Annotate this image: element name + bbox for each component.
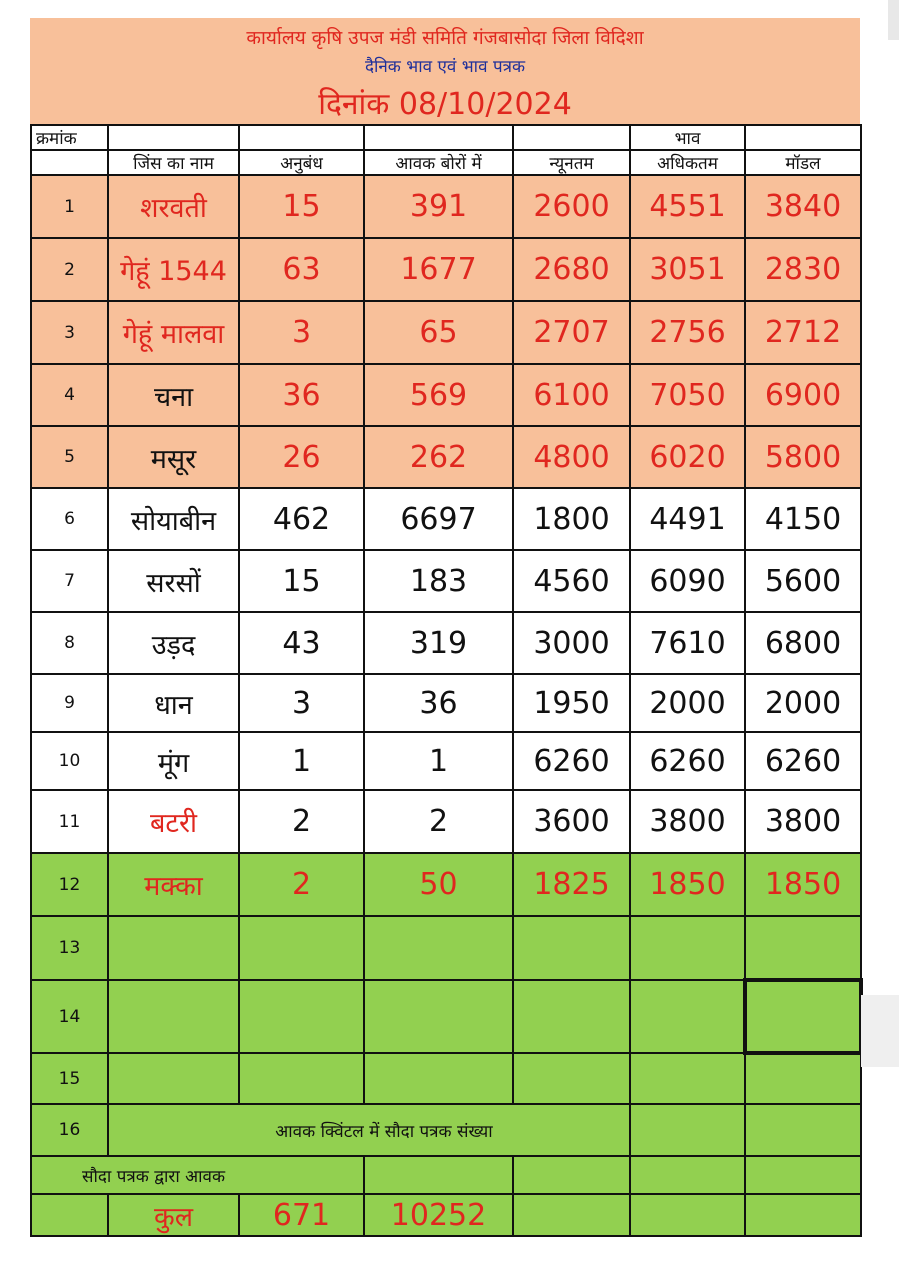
table-row bbox=[31, 488, 861, 550]
blank-cell bbox=[108, 125, 239, 150]
arrival-value: 50 bbox=[364, 853, 513, 916]
table-row bbox=[31, 732, 861, 790]
min-price: 1800 bbox=[513, 488, 630, 550]
empty-cell bbox=[630, 1104, 745, 1156]
max-price: 2756 bbox=[630, 301, 745, 364]
max-price: 6090 bbox=[630, 550, 745, 612]
rate-sheet bbox=[30, 18, 860, 1250]
arrival-value: 65 bbox=[364, 301, 513, 364]
commodity-name: गेहूं मालवा bbox=[108, 301, 239, 364]
row-serial: 12 bbox=[31, 853, 108, 916]
empty-cell bbox=[513, 1156, 630, 1194]
col-commodity: जिंस का नाम bbox=[108, 150, 239, 175]
contract-value: 1 bbox=[239, 732, 364, 790]
empty-row bbox=[31, 1053, 861, 1104]
row-serial: 16 bbox=[31, 1104, 108, 1156]
row-serial: 10 bbox=[31, 732, 108, 790]
rate-table bbox=[30, 124, 863, 1237]
commodity-name: गेहूं 1544 bbox=[108, 238, 239, 301]
empty-cell bbox=[108, 916, 239, 980]
table-row bbox=[31, 301, 861, 364]
table-row bbox=[31, 238, 861, 301]
empty-cell bbox=[745, 1156, 861, 1194]
col-price-group: भाव bbox=[630, 125, 745, 150]
empty-cell bbox=[630, 1053, 745, 1104]
col-max: अधिकतम bbox=[630, 150, 745, 175]
empty-row bbox=[31, 916, 861, 980]
empty-cell bbox=[513, 916, 630, 980]
empty-cell bbox=[239, 1053, 364, 1104]
empty-cell bbox=[513, 980, 630, 1053]
max-price: 2000 bbox=[630, 674, 745, 732]
contract-value: 3 bbox=[239, 301, 364, 364]
deal-arrival-row bbox=[31, 1156, 861, 1194]
contract-value: 3 bbox=[239, 674, 364, 732]
contract-value: 63 bbox=[239, 238, 364, 301]
contract-value: 2 bbox=[239, 790, 364, 853]
table-row bbox=[31, 674, 861, 732]
col-serial: क्रमांक bbox=[31, 125, 108, 150]
arrival-value: 1 bbox=[364, 732, 513, 790]
empty-cell bbox=[513, 1194, 630, 1236]
modal-price: 3800 bbox=[745, 790, 861, 853]
total-row bbox=[31, 1194, 861, 1236]
commodity-name: चना bbox=[108, 364, 239, 426]
header-row-1 bbox=[31, 125, 861, 150]
scroll-edge bbox=[888, 0, 899, 40]
table-row bbox=[31, 790, 861, 853]
modal-price: 2830 bbox=[745, 238, 861, 301]
row-serial: 14 bbox=[31, 980, 108, 1053]
table-row bbox=[31, 175, 861, 238]
total-label: कुल bbox=[108, 1194, 239, 1236]
empty-cell bbox=[630, 980, 745, 1053]
header-row-2 bbox=[31, 150, 861, 175]
min-price: 6100 bbox=[513, 364, 630, 426]
max-price: 7610 bbox=[630, 612, 745, 674]
empty-cell bbox=[108, 1053, 239, 1104]
blank-cell bbox=[745, 125, 861, 150]
commodity-name: धान bbox=[108, 674, 239, 732]
empty-cell bbox=[513, 1053, 630, 1104]
col-arrival: आवक बोरों में bbox=[364, 150, 513, 175]
commodity-name: मूंग bbox=[108, 732, 239, 790]
modal-price: 2000 bbox=[745, 674, 861, 732]
row-serial: 15 bbox=[31, 1053, 108, 1104]
empty-cell bbox=[630, 1194, 745, 1236]
contract-value: 462 bbox=[239, 488, 364, 550]
contract-value: 2 bbox=[239, 853, 364, 916]
blank-cell bbox=[513, 125, 630, 150]
col-modal: मॉडल bbox=[745, 150, 861, 175]
row-serial: 7 bbox=[31, 550, 108, 612]
col-contract: अनुबंध bbox=[239, 150, 364, 175]
modal-price: 1850 bbox=[745, 853, 861, 916]
min-price: 6260 bbox=[513, 732, 630, 790]
max-price: 4491 bbox=[630, 488, 745, 550]
sheet-date: दिनांक 08/10/2024 bbox=[318, 87, 572, 122]
office-title: कार्यालय कृषि उपज मंडी समिति गंजबासोदा जिला विदिशा bbox=[246, 27, 644, 49]
table-row bbox=[31, 550, 861, 612]
empty-cell bbox=[364, 916, 513, 980]
max-price: 3051 bbox=[630, 238, 745, 301]
commodity-name: सरसों bbox=[108, 550, 239, 612]
arrival-value: 569 bbox=[364, 364, 513, 426]
contract-value: 15 bbox=[239, 175, 364, 238]
blank-cell bbox=[364, 125, 513, 150]
modal-price: 6800 bbox=[745, 612, 861, 674]
sheet-subtitle: दैनिक भाव एवं भाव पत्रक bbox=[364, 57, 526, 77]
max-price: 6260 bbox=[630, 732, 745, 790]
empty-cell bbox=[108, 980, 239, 1053]
row-serial: 6 bbox=[31, 488, 108, 550]
commodity-name: मक्का bbox=[108, 853, 239, 916]
arrival-value: 6697 bbox=[364, 488, 513, 550]
max-price: 7050 bbox=[630, 364, 745, 426]
commodity-name: शरवती bbox=[108, 175, 239, 238]
empty-cell bbox=[630, 1156, 745, 1194]
total-contract: 671 bbox=[239, 1194, 364, 1236]
arrival-value: 36 bbox=[364, 674, 513, 732]
table-row bbox=[31, 853, 861, 916]
deal-arrival-label: सौदा पत्रक द्वारा आवक bbox=[31, 1156, 364, 1194]
col-min: न्यूनतम bbox=[513, 150, 630, 175]
contract-value: 15 bbox=[239, 550, 364, 612]
row-serial: 13 bbox=[31, 916, 108, 980]
modal-price: 3840 bbox=[745, 175, 861, 238]
min-price: 2680 bbox=[513, 238, 630, 301]
row-serial: 1 bbox=[31, 175, 108, 238]
modal-price: 5800 bbox=[745, 426, 861, 488]
empty-cell bbox=[745, 1053, 861, 1104]
empty-cell bbox=[31, 1194, 108, 1236]
min-price: 1825 bbox=[513, 853, 630, 916]
background-panel bbox=[861, 995, 899, 1067]
row-serial: 4 bbox=[31, 364, 108, 426]
blank-cell bbox=[239, 125, 364, 150]
max-price: 4551 bbox=[630, 175, 745, 238]
empty-cell bbox=[364, 980, 513, 1053]
row-serial: 5 bbox=[31, 426, 108, 488]
empty-cell bbox=[745, 1194, 861, 1236]
arrival-value: 2 bbox=[364, 790, 513, 853]
modal-price: 5600 bbox=[745, 550, 861, 612]
modal-price: 6260 bbox=[745, 732, 861, 790]
empty-cell bbox=[745, 1104, 861, 1156]
commodity-name: उड़द bbox=[108, 612, 239, 674]
row-serial: 3 bbox=[31, 301, 108, 364]
row-serial: 2 bbox=[31, 238, 108, 301]
arrival-value: 183 bbox=[364, 550, 513, 612]
row-serial: 8 bbox=[31, 612, 108, 674]
contract-value: 26 bbox=[239, 426, 364, 488]
sheet-header bbox=[30, 18, 860, 124]
empty-cell bbox=[364, 1053, 513, 1104]
empty-cell bbox=[239, 980, 364, 1053]
empty-cell bbox=[239, 916, 364, 980]
table-row bbox=[31, 426, 861, 488]
max-price: 1850 bbox=[630, 853, 745, 916]
arrival-value: 262 bbox=[364, 426, 513, 488]
arrival-value: 1677 bbox=[364, 238, 513, 301]
max-price: 3800 bbox=[630, 790, 745, 853]
empty-cell bbox=[630, 916, 745, 980]
min-price: 3000 bbox=[513, 612, 630, 674]
selected-cell[interactable] bbox=[745, 980, 861, 1053]
contract-value: 43 bbox=[239, 612, 364, 674]
commodity-name: बटरी bbox=[108, 790, 239, 853]
arrival-note: आवक क्विंटल में सौदा पत्रक संख्या bbox=[108, 1104, 630, 1156]
min-price: 2600 bbox=[513, 175, 630, 238]
blank-cell bbox=[31, 150, 108, 175]
empty-cell bbox=[364, 1156, 513, 1194]
min-price: 4560 bbox=[513, 550, 630, 612]
contract-value: 36 bbox=[239, 364, 364, 426]
empty-row bbox=[31, 980, 861, 1053]
modal-price: 4150 bbox=[745, 488, 861, 550]
commodity-name: मसूर bbox=[108, 426, 239, 488]
min-price: 3600 bbox=[513, 790, 630, 853]
arrival-value: 391 bbox=[364, 175, 513, 238]
modal-price: 6900 bbox=[745, 364, 861, 426]
note-row bbox=[31, 1104, 861, 1156]
empty-cell bbox=[745, 916, 861, 980]
row-serial: 9 bbox=[31, 674, 108, 732]
min-price: 2707 bbox=[513, 301, 630, 364]
table-row bbox=[31, 612, 861, 674]
table-row bbox=[31, 364, 861, 426]
total-arrival: 10252 bbox=[364, 1194, 513, 1236]
min-price: 1950 bbox=[513, 674, 630, 732]
modal-price: 2712 bbox=[745, 301, 861, 364]
row-serial: 11 bbox=[31, 790, 108, 853]
arrival-value: 319 bbox=[364, 612, 513, 674]
min-price: 4800 bbox=[513, 426, 630, 488]
commodity-name: सोयाबीन bbox=[108, 488, 239, 550]
max-price: 6020 bbox=[630, 426, 745, 488]
